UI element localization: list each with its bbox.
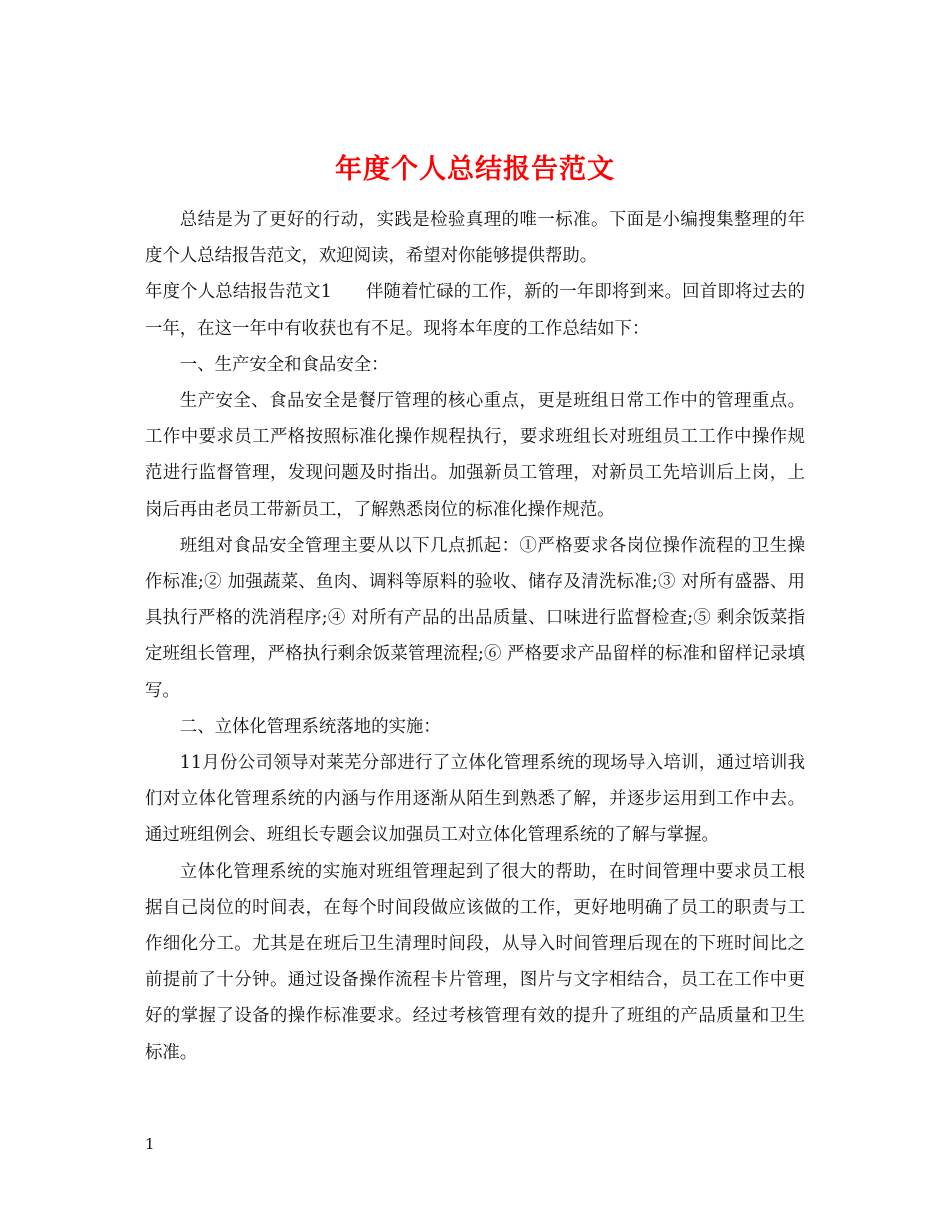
document-body — [145, 202, 805, 1071]
intro-paragraph: 总结是为了更好的行动，实践是检验真理的唯一标准。下面是小编搜集整理的年度个人总结报告范文，欢迎阅读，希望对你能够提供帮助。 — [145, 210, 805, 267]
document-title: 年度个人总结报告范文 — [335, 154, 615, 186]
section-two-heading: 二、立体化管理系统落地的实施： — [179, 716, 441, 737]
section-one-heading: 一、生产安全和食品安全： — [179, 354, 389, 375]
section-two-paragraph-two: 立体化管理系统的实施对班组管理起到了很大的帮助，在时间管理中要求员工根据自己岗位的时间表，在每个时间段做应该做的工作，更好地明确了员工的职责与工作细化分工。尤其是在班后卫生清理时间段，从导入时间管理后现在的下班时间比之前提前了十分钟。通过设备操作流程卡片管理，图片与文字相结合，员工在工作中更好的掌握了设备的操作标准要求。经过考核管理有效的提升了班组的产品质量和卫生标准。 — [145, 861, 805, 1063]
section-one-paragraph-one: 生产安全、食品安全是餐厅管理的核心重点，更是班组日常工作中的管理重点。工作中要求员工严格按照标准化操作规程执行，要求班组长对班组员工工作中操作规范进行监督管理，发现问题及时指出。加强新员工管理，对新员工先培训后上岗，上岗后再由老员工带新员工，了解熟悉岗位的标准化操作规范。 — [145, 391, 805, 520]
sample-opening-text: 伴随着忙碌的工作，新的一年即将到来。回首即将过去的一年，在这一年中有收获也有不足。现将本年度的工作总结如下： — [145, 282, 805, 339]
page-number: 1 — [145, 1135, 155, 1153]
sample-paragraph — [145, 274, 805, 346]
section-two-paragraph-one: 11月份公司领导对莱芜分部进行了立体化管理系统的现场导入培训，通过培训我们对立体化管理系统的内涵与作用逐渐从陌生到熟悉了解，并逐步运用到工作中去。通过班组例会、班组长专题会议加强员工对立体化管理系统的了解与掌握。 — [145, 753, 805, 846]
section-one-paragraph-two: 班组对食品安全管理主要从以下几点抓起：①严格要求各岗位操作流程的卫生操作标准;② 加强蔬菜、鱼肉、调料等原料的验收、储存及清洗标准;③ 对所有盛器、用具执行严格的洗消程序;④ 对所有产品的出品质量、口味进行监督检查;⑤ 剩余饭菜指定班组长管理，严格执行剩余饭菜管理流程;⑥ 严格要求产品留样的标准和留样记录填写。 — [145, 535, 805, 701]
sample-label: 年度个人总结报告范文1 — [145, 282, 332, 303]
